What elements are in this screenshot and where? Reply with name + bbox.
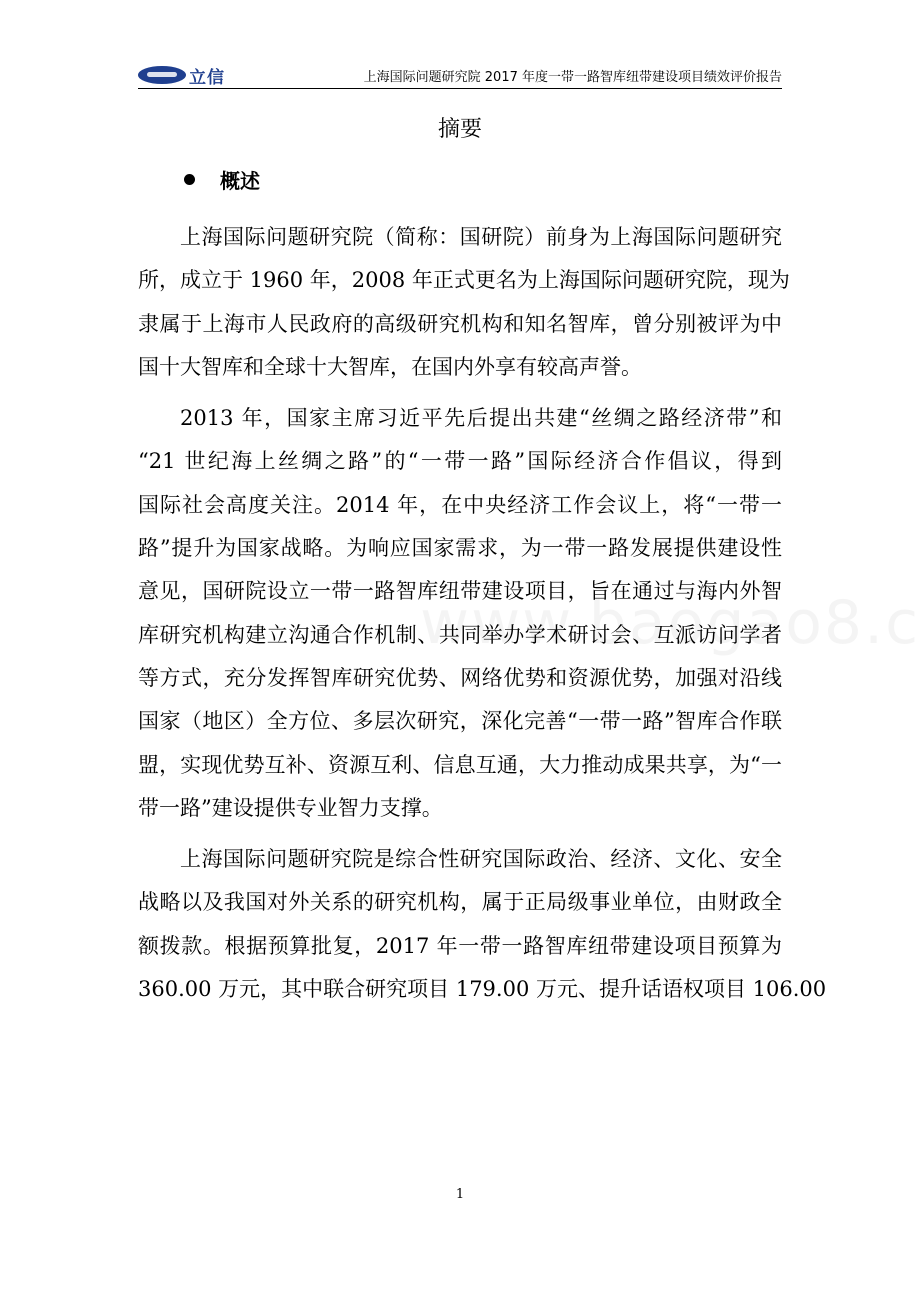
page-header <box>138 62 782 89</box>
text-line: 库研究机构建立沟通合作机制、共同举办学术研讨会、互派访问学者 <box>138 622 782 647</box>
text-line: 带一路”建设提供专业智力支撑。 <box>138 795 443 820</box>
section-heading-text: 概述 <box>220 169 260 193</box>
text-line: 国十大智库和全球十大智库，在国内外享有较高声誉。 <box>138 354 642 379</box>
logo <box>138 64 225 86</box>
text-line: 国家（地区）全方位、多层次研究，深化完善“一带一路”智库合作联 <box>138 709 782 734</box>
text-line: 等方式，充分发挥智库研究优势、网络优势和资源优势，加强对沿线 <box>138 665 782 690</box>
text-line: 路”提升为国家战略。为响应国家需求，为一带一路发展提供建设性 <box>138 536 782 561</box>
text-line: 战略以及我国对外关系的研究机构，属于正局级事业单位，由财政全 <box>138 890 782 915</box>
text-line: 2013 年，国家主席习近平先后提出共建“丝绸之路经济带”和 <box>180 406 782 431</box>
text-line: 上海国际问题研究院是综合性研究国际政治、经济、文化、安全 <box>180 847 782 872</box>
body-text <box>138 216 827 1019</box>
paragraph-1 <box>138 216 790 389</box>
text-line: 上海国际问题研究院（简称：国研院）前身为上海国际问题研究 <box>180 225 782 249</box>
text-line: 所，成立于 1960 年，2008 年正式更名为上海国际问题研究院，现为 <box>138 268 790 293</box>
logo-text: 立信 <box>189 67 225 88</box>
text-line: “21 世纪海上丝绸之路”的“一带一路”国际经济合作倡议，得到 <box>138 449 782 474</box>
text-line: 隶属于上海市人民政府的高级研究机构和知名智库，曾分别被评为中 <box>138 311 782 336</box>
text-line: 国际社会高度关注。2014 年，在中央经济工作会议上，将“一带一 <box>138 492 782 517</box>
text-line: 意见，国研院设立一带一路智库纽带建设项目，旨在通过与海内外智 <box>138 579 782 604</box>
header-title: 上海国际问题研究院 2017 年度一带一路智库纽带建设项目绩效评价报告 <box>363 70 782 85</box>
page-number: 1 <box>455 1187 465 1202</box>
bullet-icon <box>184 174 195 185</box>
text-line: 盟，实现优势互补、资源互利、信息互通，大力推动成果共享，为“一 <box>138 752 782 777</box>
text-line: 360.00 万元，其中联合研究项目 179.00 万元、提升话语权项目 106.00 <box>138 977 827 1002</box>
text-line: 额拨款。根据预算批复，2017 年一带一路智库纽带建设项目预算为 <box>138 933 782 958</box>
paragraph-2 <box>138 397 782 830</box>
section-heading <box>184 165 260 194</box>
logo-emblem-icon <box>138 66 186 84</box>
page-title: 摘要 <box>437 117 482 142</box>
paragraph-3 <box>138 838 827 1011</box>
